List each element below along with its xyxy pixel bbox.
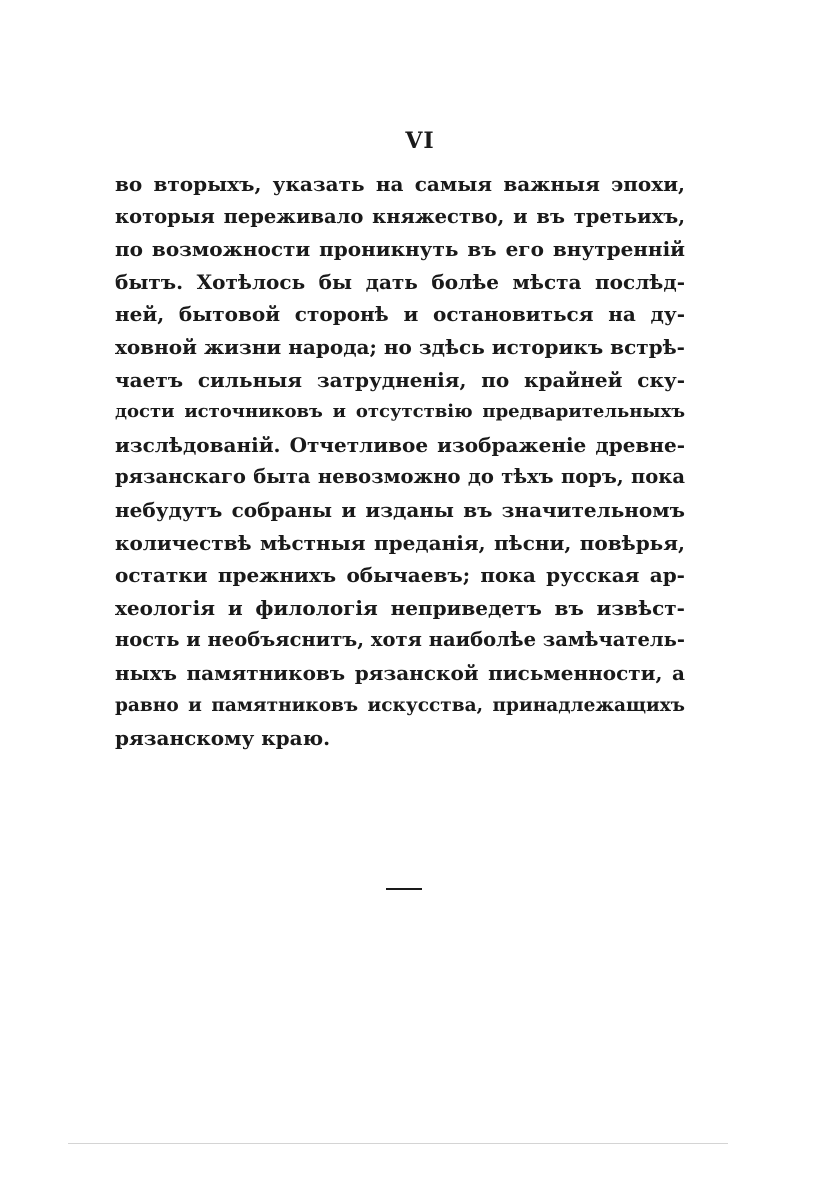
text-line: по возможности проникнуть въ его внутренній [115,237,685,262]
text-line: во вторыхъ, указать на самыя важныя эпохи, [115,172,685,196]
bottom-divider [68,1143,728,1144]
text-line: бытъ. Хотѣлось бы дать болѣе мѣста послѣд- [115,269,685,294]
text-line-last: рязанскому краю. [115,726,331,751]
text-line: равно и памятниковъ искусства, принадлежащихъ [115,694,685,716]
text-line: хеологія и филологія неприведетъ въ извѣст- [115,595,685,620]
page-number: VI [405,128,435,154]
text-line: рязанскаго быта невозможно до тѣхъ поръ, пока [115,465,685,489]
text-line: которыя переживало княжество, и въ третьихъ, [115,204,685,228]
text-line: ховной жизни народа; но здѣсь историкъ встрѣ- [115,334,685,359]
text-line: ныхъ памятниковъ рязанской письменности, а [115,660,685,685]
text-line: чаетъ сильныя затрудненія, по крайней ску- [115,367,685,392]
section-end-rule [386,888,422,890]
text-line: дости источниковъ и отсутствію предварительныхъ [115,401,685,423]
text-line: изслѣдованій. Отчетливое изображеніе древне- [115,432,685,457]
text-line: количествѣ мѣстныя преданія, пѣсни, повѣрья, [115,530,685,555]
text-line: небудутъ собраны и изданы въ значительномъ [115,497,685,522]
body-text [115,168,685,755]
text-line: остатки прежнихъ обычаевъ; пока русская ар- [115,563,685,588]
text-line: ней, бытовой сторонѣ и остановиться на ду- [115,302,685,327]
text-line: ность и необъяснитъ, хотя наиболѣе замѣчатель- [115,628,685,652]
